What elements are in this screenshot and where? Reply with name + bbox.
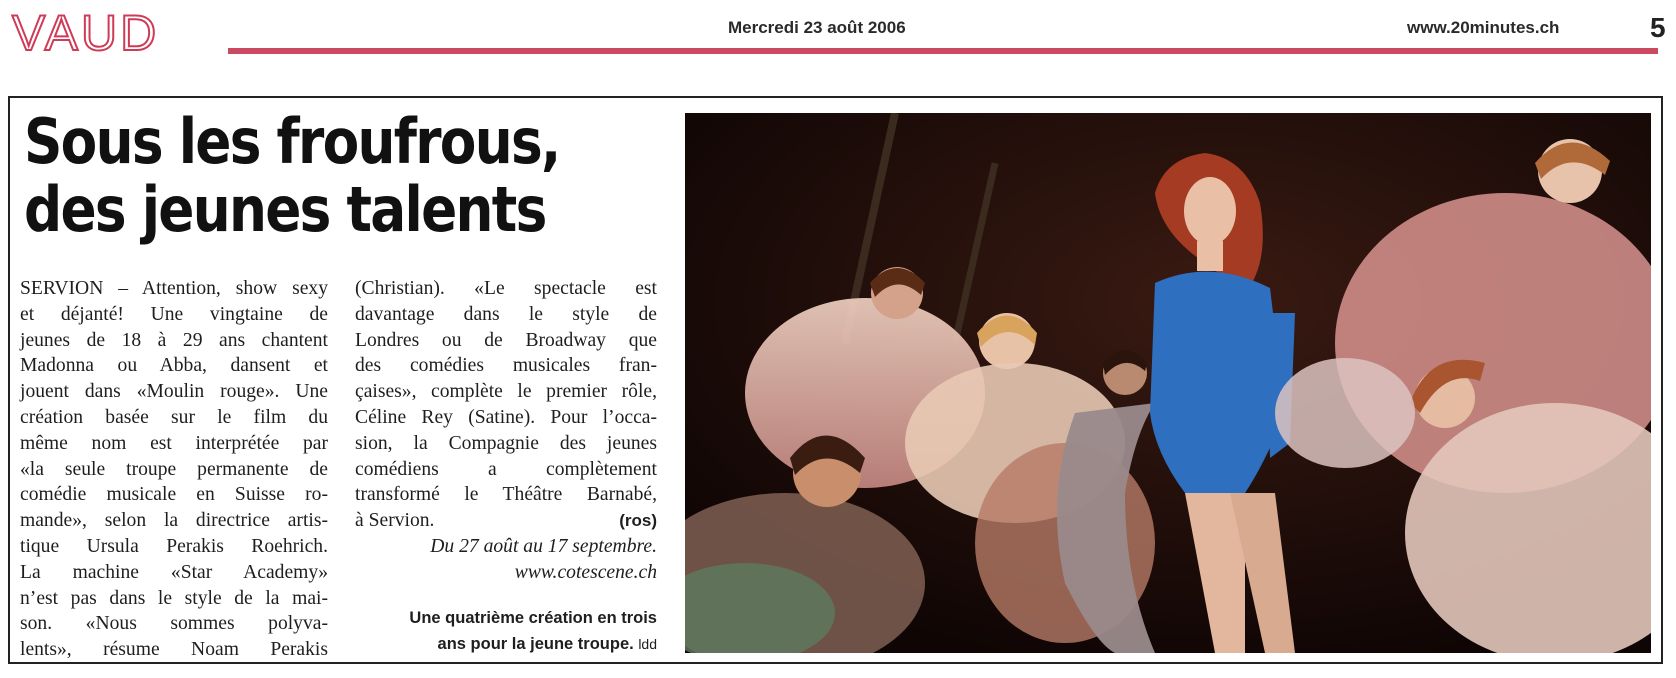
page-header	[0, 0, 1676, 80]
article-line: création basée sur le film du	[20, 406, 328, 428]
article-column-1	[20, 276, 328, 663]
article-line: comédiens a complètement	[355, 458, 657, 480]
performer-face	[1184, 177, 1236, 245]
article-line: (Christian). «Le spectacle est	[355, 278, 657, 299]
article-line: lents», résume Noam Perakis	[20, 639, 328, 661]
stage-photo-illustration	[685, 113, 1651, 653]
article-line: et déjanté! Une vingtaine de	[20, 303, 328, 325]
article-line: des comédies musicales fran-	[355, 355, 657, 377]
article-line: davantage dans le style de	[355, 303, 657, 325]
page-number: 5	[1650, 12, 1666, 43]
article-line: son. «Nous sommes polyva-	[20, 613, 328, 635]
article-line: «la seule troupe permanente de	[20, 458, 328, 480]
photo-credit: ldd	[638, 636, 657, 652]
column-2-body	[355, 276, 657, 508]
article-line: transformé le Théâtre Barnabé,	[355, 484, 657, 506]
article-line: çaises», complète le premier rôle,	[355, 381, 657, 403]
final-text: à Servion.	[355, 510, 435, 532]
headline-line-1: Sous les froufrous,	[24, 105, 560, 178]
photo-caption	[355, 605, 657, 657]
article-line: comédie musicale en Suisse ro-	[20, 484, 328, 506]
article-line: jeunes de 18 à 29 ans chantent	[20, 329, 328, 351]
article-line: n’est pas dans le style de la mai-	[20, 587, 328, 609]
final-line	[355, 508, 657, 534]
article-photo	[685, 113, 1651, 653]
caption-line-2: ans pour la jeune troupe.	[437, 635, 634, 653]
article-column-2	[355, 276, 657, 586]
caption-line-1: Une quatrième création en trois	[409, 609, 657, 627]
issue-date: Mercredi 23 août 2006	[728, 18, 906, 37]
article-line: Céline Rey (Satine). Pour l’occa-	[355, 406, 657, 428]
section-title: VAUD	[12, 5, 160, 61]
newspaper-website: www.20minutes.ch	[1407, 18, 1560, 37]
article-headline	[24, 105, 574, 246]
article-line: mande», selon la directrice artis-	[20, 510, 328, 532]
article-line: Madonna ou Abba, dansent et	[20, 355, 328, 377]
article-line: sion, la Compagnie des jeunes	[355, 432, 657, 454]
author-signature: (ros)	[619, 511, 657, 531]
show-website: www.cotescene.ch	[514, 561, 657, 583]
article-line: SERVION – Attention, show sexy	[20, 278, 328, 299]
article-line: Londres ou de Broadway que	[355, 329, 657, 351]
show-dates: Du 27 août au 17 septembre.	[430, 535, 657, 557]
article-line: jouent dans «Moulin rouge». Une	[20, 381, 328, 403]
header-rule	[228, 48, 1658, 54]
article-line: même nom est interprétée par	[20, 432, 328, 454]
article-line: La machine «Star Academy»	[20, 561, 328, 583]
headline-line-2: des jeunes talents	[24, 173, 546, 246]
article-line: tique Ursula Perakis Roehrich.	[20, 535, 328, 557]
